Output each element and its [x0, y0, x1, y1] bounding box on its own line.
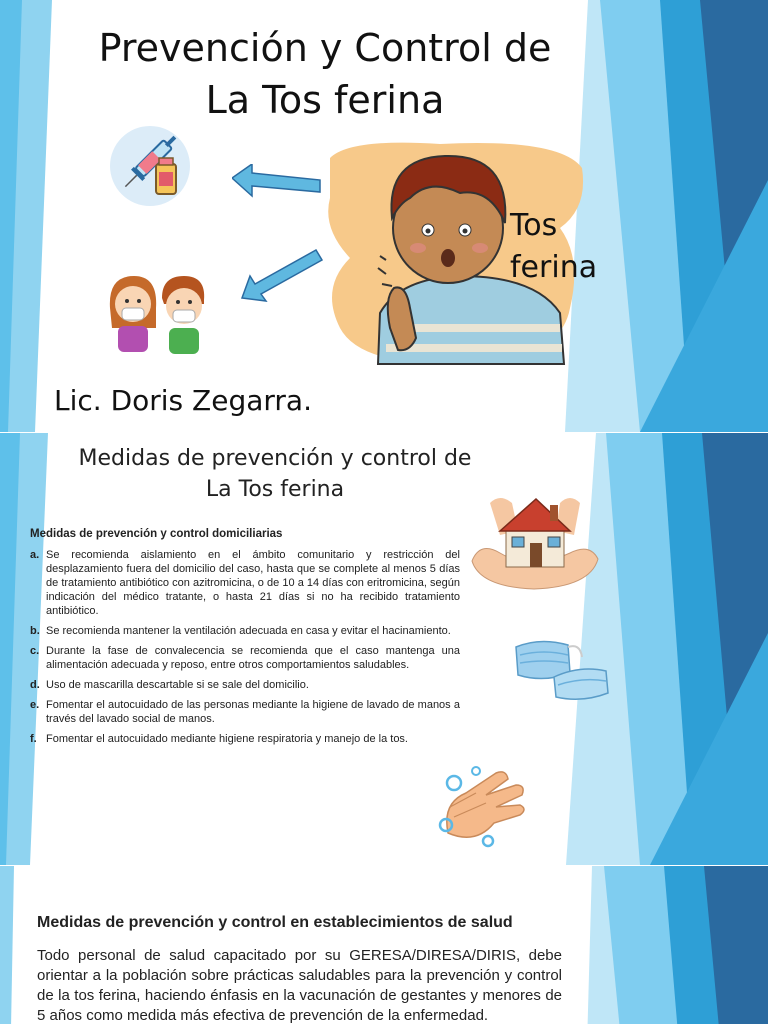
- slide-2: [0, 433, 768, 865]
- item-text: Fomentar el autocuidado de las personas mediante la higiene de lavado de manos a través del lavado social de manos.: [46, 699, 460, 725]
- label-line: ferina: [510, 250, 598, 285]
- vaccine-icon: [108, 124, 192, 208]
- face-masks-icon: [510, 633, 612, 705]
- list-item: [30, 698, 460, 726]
- list-item: [30, 624, 460, 638]
- list-item: [30, 678, 460, 692]
- house-hands-icon: [470, 491, 600, 591]
- item-letter: d.: [30, 679, 40, 691]
- arrow-down-left-icon: [240, 246, 326, 302]
- home-measures-document: [30, 528, 460, 752]
- author-name: Lic. Doris Zegarra.: [54, 384, 312, 417]
- doc-heading: Medidas de prevención y control domiciliarias: [30, 528, 283, 540]
- arrow-left-icon: [232, 164, 322, 200]
- slide-1: [0, 0, 768, 432]
- list-item: [30, 732, 460, 746]
- item-letter: b.: [30, 625, 40, 637]
- item-letter: a.: [30, 549, 40, 561]
- item-text: Se recomienda aislamiento en el ámbito comunitario y restricción del desplazamiento fuera del domicilio del caso, hasta que se complete al menos 5 días de tratamiento antibiótico con azitromicina, o de 10 a 14 días con eritromicina, según indicación del médico tratante, o hasta 21 días si no ha recibido tratamiento antibiótico.: [46, 549, 460, 617]
- item-letter: f.: [30, 733, 37, 745]
- title-line: Medidas de prevención y control de: [78, 446, 472, 471]
- item-letter: e.: [30, 699, 40, 711]
- slide-1-title: [60, 22, 590, 126]
- item-text: Durante la fase de convalecencia se recomienda que el caso mantenga una alimentación adecuada y reposo, entre otros comportamientos saludables.: [46, 645, 460, 671]
- slide-3: [0, 866, 768, 1024]
- health-facility-measures-heading: Medidas de prevención y control en establecimientos de salud: [37, 914, 513, 931]
- item-text: Fomentar el autocuidado mediante higiene respiratoria y manejo de la tos.: [46, 733, 408, 745]
- item-text: Uso de mascarilla descartable si se sale del domicilio.: [46, 679, 309, 691]
- tos-ferina-label: [510, 205, 597, 289]
- list-item: [30, 548, 460, 618]
- health-facility-measures-text: Todo personal de salud capacitado por su GERESA/DIRESA/DIRIS, debe orientar a la población sobre prácticas saludables para la prevención y control de la tos ferina, haciendo énfasis en la vacunación de gestantes y menores de 5 años como medida más efectiva de prevención de la enfermedad.: [37, 947, 562, 1024]
- label-line: Tos: [510, 208, 558, 243]
- title-line: La Tos ferina: [205, 477, 345, 502]
- children-masks-icon: [100, 268, 218, 356]
- slide-2-title: [40, 443, 510, 505]
- item-letter: c.: [30, 645, 40, 657]
- title-line: Prevención y Control de: [98, 26, 552, 70]
- handwashing-icon: [436, 763, 532, 849]
- title-line: La Tos ferina: [205, 78, 445, 122]
- list-item: [30, 644, 460, 672]
- item-text: Se recomienda mantener la ventilación adecuada en casa y evitar el hacinamiento.: [46, 625, 451, 637]
